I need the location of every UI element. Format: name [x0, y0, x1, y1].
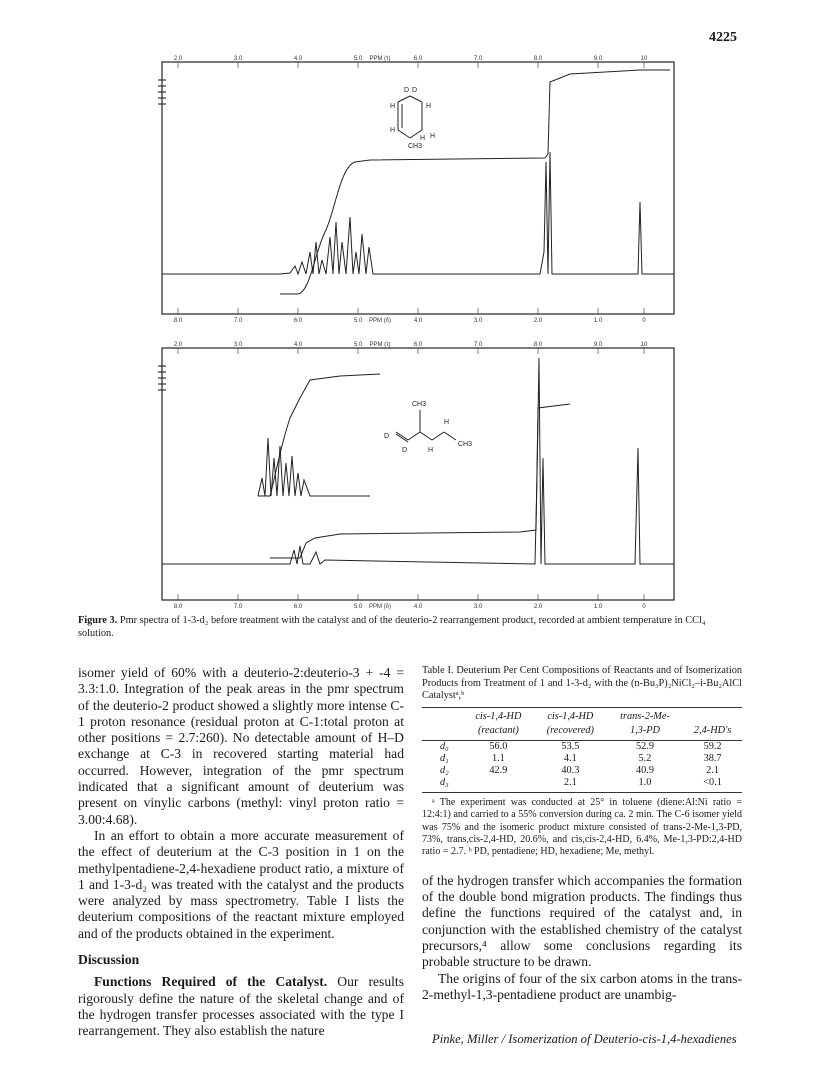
- top-tick-9: 9.0: [593, 342, 603, 348]
- left-column: [78, 665, 404, 1040]
- table-cell: <0.1: [683, 777, 742, 793]
- top-tick-4: 5.0: [353, 56, 363, 62]
- page-number: 4225: [709, 30, 737, 45]
- bottom-tick-10: 0: [642, 604, 646, 610]
- structure2-atom-2: H: [444, 419, 450, 426]
- caption-label: Figure 3.: [78, 615, 118, 626]
- table-cell: 40.9: [635, 764, 654, 776]
- table-header-cell: 2,4-HD's: [683, 724, 742, 741]
- structure2-atom-1: CH3: [412, 401, 427, 408]
- nmr-spectrum-bottom: [140, 338, 700, 610]
- figure-caption: [78, 614, 742, 640]
- top-tick-6: 6.0: [413, 342, 423, 348]
- bottom-tick-9: 1.0: [593, 318, 603, 324]
- top-tick-3: 4.0: [293, 56, 303, 62]
- structure2-atom-4: D: [384, 433, 390, 440]
- table-cell: [463, 777, 534, 793]
- top-tick-5: PPM (τ): [369, 56, 391, 62]
- table-header-cell: [422, 707, 463, 724]
- table-cell: 1.1: [491, 752, 505, 764]
- structure1-atom-7: H: [430, 133, 436, 140]
- table-row: [422, 777, 742, 793]
- bottom-tick-1: 8.0: [173, 604, 183, 610]
- top-tick-7: 7.0: [473, 342, 483, 348]
- bottom-tick-9: 1.0: [593, 604, 603, 610]
- bottom-tick-4: 5.0: [353, 318, 363, 324]
- bottom-tick-2: 7.0: [233, 604, 243, 610]
- table-row: [422, 740, 742, 753]
- structure1-atom-3: H: [390, 103, 396, 110]
- left-paragraph-1: isomer yield of 60% with a deuterio-2:deuterio-3 + -4 = 3.3:1.0. Integration of the peak areas in the pmr spectrum of the deuterio-2 product showed a slightly more intense C-1 proton resonance (residual proton at C-1:total proton at other positions = 2.7:260). No detectable amount of H–D exchange at C-3 in recovered starting material had occurred. However, integration of the pmr spectrum indicated that a significant amount of deuterium was present on vinylic carbons (methyl: vinyl proton ratio = 3.00:4.68).: [78, 665, 404, 827]
- table-cell: 38.7: [703, 752, 722, 764]
- table-cell: 1.0: [607, 777, 683, 793]
- bottom-tick-7: 3.0: [473, 318, 483, 324]
- left-paragraph-3-text: Our results rigorously define the nature of the skeletal change and of the hydrogen transfer processes associated with the type I rearrangement. They also establish the nature: [78, 974, 404, 1039]
- structure1-atom-5: H: [390, 127, 396, 134]
- table-header-cell: (reactant): [463, 724, 534, 741]
- right-column: [422, 665, 742, 1003]
- bottom-tick-6: 4.0: [413, 318, 423, 324]
- running-footer: Pinke, Miller / Isomerization of Deuterio-cis-1,4-hexadienes: [432, 1032, 737, 1046]
- top-tick-10: 10: [640, 342, 648, 348]
- bottom-tick-8: 2.0: [533, 318, 543, 324]
- runin-heading: Functions Required of the Catalyst.: [94, 974, 328, 990]
- top-tick-6: 6.0: [413, 56, 423, 62]
- top-tick-5: PPM (τ): [369, 342, 391, 348]
- structure2-atom-6: H: [428, 447, 434, 454]
- bottom-tick-2: 7.0: [233, 318, 243, 324]
- table-cell: 4.1: [563, 752, 577, 764]
- top-tick-10: 10: [640, 56, 648, 62]
- table-header-cell: [422, 724, 463, 741]
- table-header-cell: 1,3-PD: [607, 724, 683, 741]
- top-tick-1: 2.0: [173, 56, 183, 62]
- left-paragraph-3: [78, 974, 404, 1039]
- table-header-cell: [683, 707, 742, 724]
- right-paragraph-2: The origins of four of the six carbon atoms in the trans-2-methyl-1,3-pentadiene product are unambig-: [422, 970, 742, 1002]
- bottom-tick-6: 4.0: [413, 604, 423, 610]
- top-tick-7: 7.0: [473, 56, 483, 62]
- structure1-atom-4: H: [426, 103, 432, 110]
- bottom-tick-5: PPM (δ): [368, 318, 392, 324]
- table-cell: 40.3: [561, 764, 580, 776]
- structure1-atom-8: CH3: [408, 143, 423, 150]
- bottom-tick-4: 5.0: [353, 604, 363, 610]
- structure1-atom-6: H: [420, 135, 426, 142]
- bottom-tick-5: PPM (δ): [368, 604, 392, 610]
- table-cell: d₃: [422, 777, 463, 793]
- table-header-cell: cis-1,4-HD: [463, 707, 534, 724]
- top-tick-2: 3.0: [233, 56, 243, 62]
- table-cell: 2.1: [534, 777, 607, 793]
- table-header-cell: (recovered): [534, 724, 607, 741]
- table-cell: 56.0: [489, 740, 508, 752]
- table-header-row: [422, 707, 742, 724]
- top-tick-8: 8.0: [533, 342, 543, 348]
- bottom-tick-1: 8.0: [173, 318, 183, 324]
- table-footnote: ᵃ The experiment was conducted at 25° in toluene (diene:Al:Ni ratio = 12:4:1) and carried to a 55% conversion during ca. 2 min. The C-6 isomer yield was 75% and the isomeric product mixture consisted of trans-2-Me-1,3-PD, 73%, trans,cis-2,4-HD, 20.6%, and cis,cis-2,4-HD, 6.4%, Me-1,3-PD:2,4-HD ratio = 2.7. ᵇ PD, pentadiene; HD, hexadiene; Me, methyl.: [422, 796, 742, 858]
- top-tick-3: 4.0: [293, 342, 303, 348]
- table-cell: d₁: [440, 752, 449, 764]
- nmr-spectrum-top: [140, 52, 700, 324]
- table-cell: 59.2: [703, 740, 722, 752]
- structure1-atom-2: D: [412, 87, 418, 94]
- top-tick-4: 5.0: [353, 342, 363, 348]
- structure2-atom-3: CH3: [458, 441, 473, 448]
- top-tick-2: 3.0: [233, 342, 243, 348]
- top-tick-9: 9.0: [593, 56, 603, 62]
- table-header-cell: trans-2-Me-: [607, 707, 683, 724]
- structure2-atom-5: D: [402, 447, 408, 454]
- bottom-tick-8: 2.0: [533, 604, 543, 610]
- table-header-cell: cis-1,4-HD: [534, 707, 607, 724]
- bottom-tick-3: 6.0: [293, 318, 303, 324]
- table-cell: 42.9: [489, 764, 508, 776]
- section-heading-discussion: Discussion: [78, 952, 140, 968]
- structure1-atom-1: D: [404, 87, 410, 94]
- table-row: [422, 765, 742, 777]
- caption-text: Pmr spectra of 1-3-d₂ before treatment with the catalyst and of the deuterio-2 rearrangement product, recorded at ambient temperature in CCl₄ solution.: [78, 615, 706, 639]
- table-title: Table I. Deuterium Per Cent Compositions of Reactants and of Isomerization Products from Treatment of 1 and 1-3-d₂ with the (n-Bu₃P)₂NiCl₂–i-Bu₂AlCl Catalystᵃ,ᵇ: [422, 665, 742, 702]
- table-header-row: [422, 724, 742, 741]
- bottom-tick-10: 0: [642, 318, 646, 324]
- table-cell: 2.1: [706, 764, 720, 776]
- bottom-tick-3: 6.0: [293, 604, 303, 610]
- left-paragraph-2: In an effort to obtain a more accurate measurement of the effect of deuterium at the C-3 position in 1 on the methylpentadiene-2,4-hexadiene product ratio, a mixture of 1 and 1-3-d₂ was treated with the catalyst and the products were analyzed by mass spectrometry. Table I lists the deuterium compositions of the reactant mixture employed and of the products obtained in the experiment.: [78, 827, 404, 941]
- right-paragraph-1: of the hydrogen transfer which accompanies the formation of the double bond migration products. The findings thus define the functions required of the catalyst and, in conjunction with the established chemistry of the catalyst precursors,⁴ allow some conclusions regarding its probable structure to be drawn.: [422, 872, 742, 970]
- table-row: [422, 753, 742, 765]
- composition-table: [422, 707, 742, 793]
- table-cell: 5.2: [638, 752, 652, 764]
- table-cell: 53.5: [561, 740, 580, 752]
- top-tick-1: 2.0: [173, 342, 183, 348]
- bottom-tick-7: 3.0: [473, 604, 483, 610]
- top-tick-8: 8.0: [533, 56, 543, 62]
- table-cell: d₀: [440, 740, 449, 752]
- table-cell: 52.9: [635, 740, 654, 752]
- table-cell: d₂: [440, 764, 449, 776]
